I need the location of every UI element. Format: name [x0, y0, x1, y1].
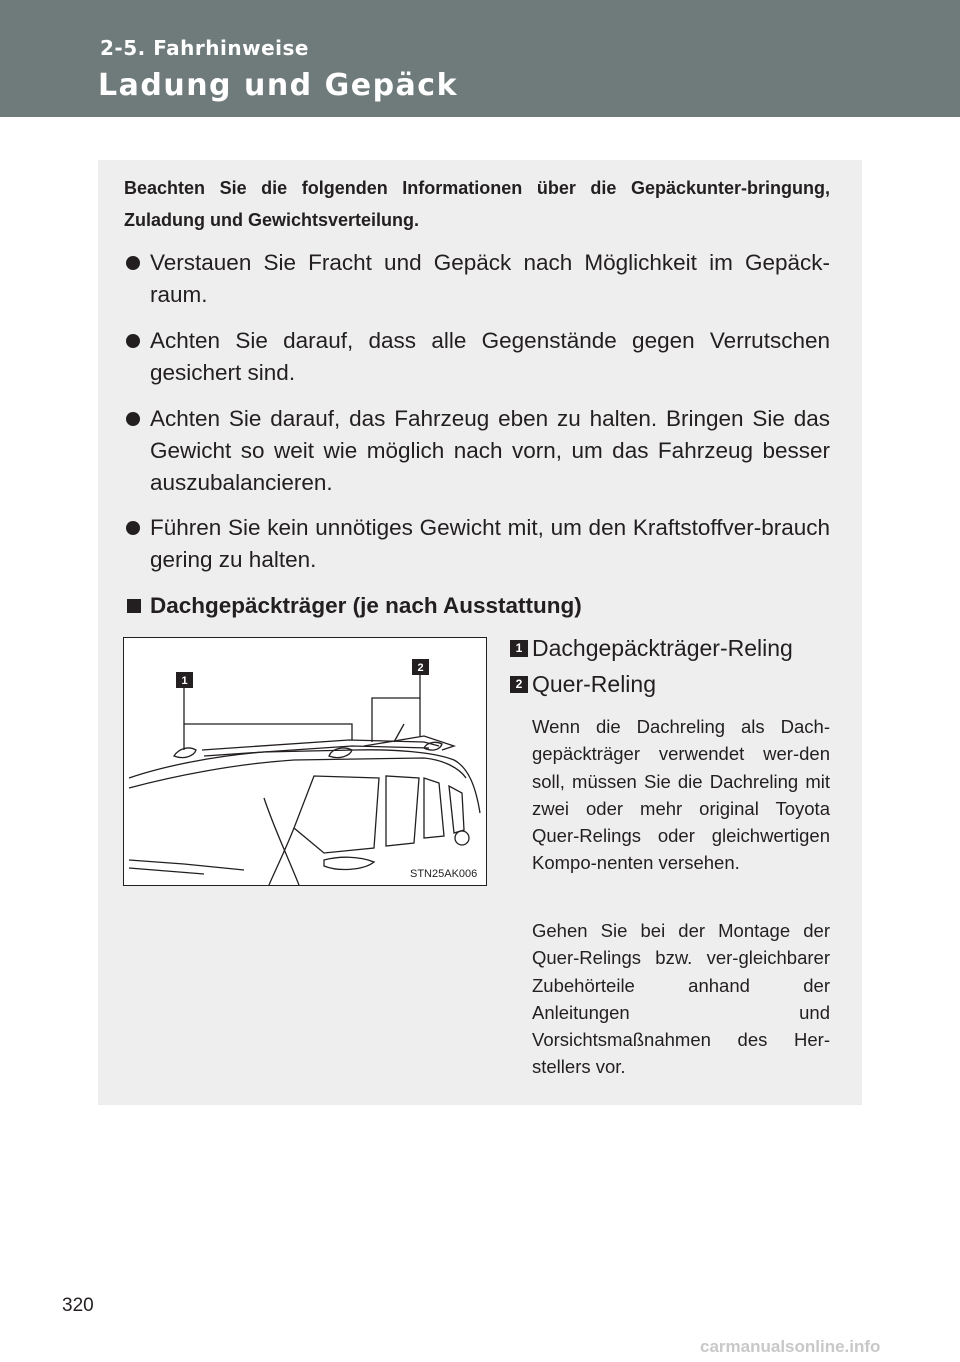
note-paragraph: Gehen Sie bei der Montage der Quer-Relings bzw. ver-gleichbarer Zubehörteile anhand der Anleitungen und Vorsichtsmaßnahmen des Her-stellers vor. — [532, 920, 830, 1078]
bullet-text: Verstauen Sie Fracht und Gepäck nach Möglichkeit im Gepäck-raum. — [150, 250, 830, 307]
roof-rack-illustration — [123, 637, 487, 886]
square-bullet-icon — [127, 599, 141, 613]
callout-number: 1 — [510, 640, 528, 657]
callout-text: Dachgepäckträger-Reling — [532, 635, 793, 661]
bullet-item — [124, 325, 830, 389]
bullet-item — [124, 512, 830, 576]
intro-text: Beachten Sie die folgenden Informationen über die Gepäckunter-bringung, Zuladung und Gewichtsverteilung. — [124, 178, 830, 230]
callout-text: Quer-Reling — [532, 671, 656, 697]
bullet-text: Achten Sie darauf, das Fahrzeug eben zu halten. Bringen Sie das Gewicht so weit wie möglich nach vorn, um das Fahrzeug besser auszubalancieren. — [150, 406, 830, 495]
bullet-text: Führen Sie kein unnötiges Gewicht mit, um den Kraftstoffver-brauch gering zu halten. — [150, 515, 830, 572]
car-roof-drawing — [124, 638, 486, 885]
callout-item — [510, 668, 656, 700]
note-paragraph: Wenn die Dachreling als Dach-gepäckträger verwendet wer-den soll, müssen Sie die Dachreling mit zwei oder mehr original Toyota Quer-Relings oder gleichwertigen Kompo-nenten versehen. — [532, 716, 830, 874]
watermark: carmanualsonline.info — [700, 1337, 881, 1356]
page-number: 320 — [62, 1295, 94, 1316]
bullet-dot-icon — [126, 412, 140, 426]
figure-code: STN25AK006 — [410, 868, 478, 880]
subsection-title: Dachgepäckträger (je nach Ausstattung) — [150, 593, 582, 618]
bullet-text: Achten Sie darauf, dass alle Gegenstände gegen Verrutschen gesichert sind. — [150, 328, 830, 385]
figure-label-2: 2 — [417, 662, 424, 674]
figure-label-1: 1 — [181, 675, 188, 687]
bullet-item — [124, 403, 830, 499]
section-label: 2-5. Fahrhinweise — [100, 36, 309, 60]
bullet-dot-icon — [126, 334, 140, 348]
subsection-heading — [124, 590, 582, 622]
bullet-item — [124, 247, 830, 311]
callout-number: 2 — [510, 676, 528, 693]
bullet-dot-icon — [126, 256, 140, 270]
bullet-dot-icon — [126, 521, 140, 535]
callout-item — [510, 632, 793, 664]
page-header — [0, 0, 960, 117]
page-title: Ladung und Gepäck — [98, 68, 459, 103]
